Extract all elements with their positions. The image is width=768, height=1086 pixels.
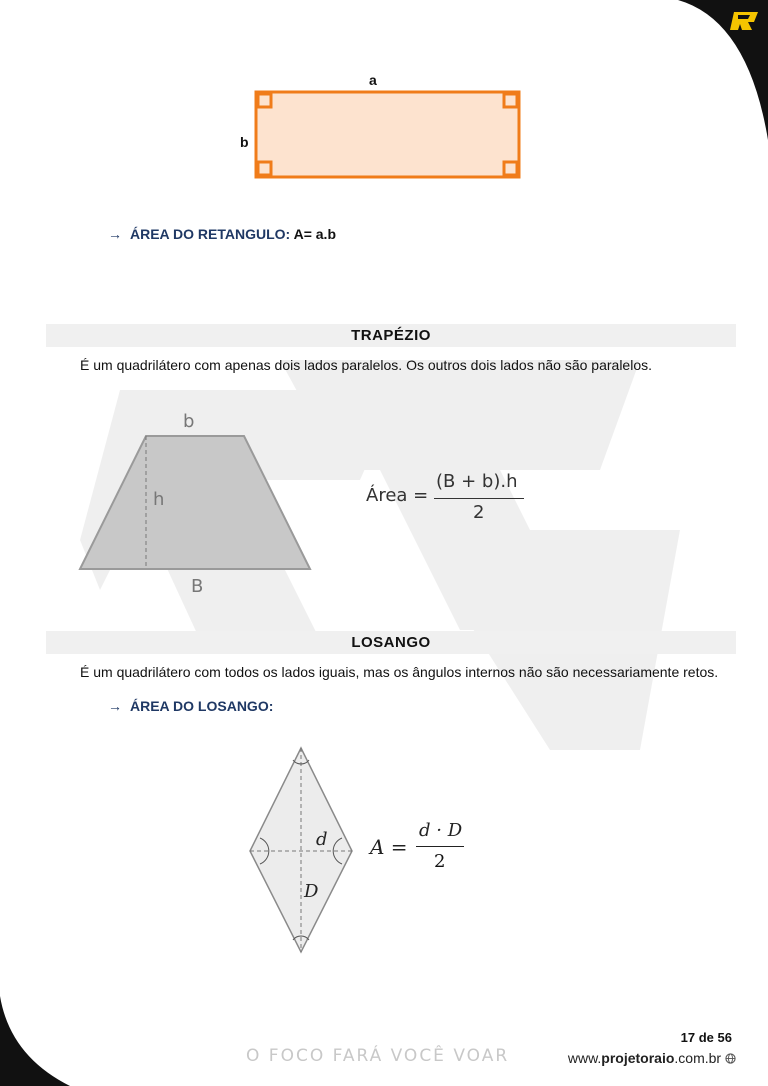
trapezoid-figure xyxy=(70,405,330,605)
rhombus-figure xyxy=(240,740,370,960)
losango-fraction-bar xyxy=(416,846,464,847)
rect-area-label: ÁREA DO RETANGULO: xyxy=(130,226,291,242)
trapezoid-label-b: b xyxy=(183,411,195,432)
rhombus-label-d: d xyxy=(316,829,328,850)
section-title-trapezio: TRAPÉZIO xyxy=(46,324,736,347)
losango-formula-left: A = xyxy=(370,835,408,859)
arrow-right-icon: → xyxy=(108,698,122,714)
rect-area-formula: A= a.b xyxy=(293,226,336,242)
globe-icon xyxy=(725,1053,736,1064)
rect-label-b: b xyxy=(240,134,249,150)
footer-slogan: O FOCO FARÁ VOCÊ VOAR xyxy=(246,1046,510,1066)
losango-description: É um quadrilátero com todos os lados iguais, mas os ângulos internos não são necessariamente retos. xyxy=(80,664,719,680)
footer-site-name: projetoraio xyxy=(601,1050,675,1066)
losango-formula-numerator: d · D xyxy=(419,820,463,841)
losango-area-label: ÁREA DO LOSANGO: xyxy=(130,698,274,714)
trapezio-formula-numerator: (B + b).h xyxy=(436,471,518,492)
arrow-right-icon: → xyxy=(108,226,122,242)
rectangle-figure xyxy=(230,68,540,188)
section-title-losango: LOSANGO xyxy=(46,631,736,654)
page-number: 17 de 56 xyxy=(680,1030,732,1045)
corner-decoration-bottom-left xyxy=(0,996,90,1086)
footer-website xyxy=(568,1050,736,1066)
trapezoid-label-h: h xyxy=(153,489,165,510)
corner-decoration-top-right xyxy=(638,0,768,140)
trapezio-fraction-bar xyxy=(434,498,524,499)
footer-site-suffix: .com.br xyxy=(674,1050,722,1066)
losango-area-line xyxy=(108,698,273,714)
losango-formula-denominator: 2 xyxy=(434,851,446,872)
rect-label-a: a xyxy=(369,72,377,88)
footer-site-prefix: www. xyxy=(567,1050,602,1066)
trapezio-formula-denominator: 2 xyxy=(473,502,485,523)
trapezio-formula-left: Área = xyxy=(366,485,429,506)
trapezoid-label-B: B xyxy=(191,576,204,597)
rhombus-label-D: D xyxy=(304,881,319,902)
rect-area-line xyxy=(108,226,336,242)
trapezio-description: É um quadrilátero com apenas dois lados paralelos. Os outros dois lados não são paralelos. xyxy=(80,357,652,373)
